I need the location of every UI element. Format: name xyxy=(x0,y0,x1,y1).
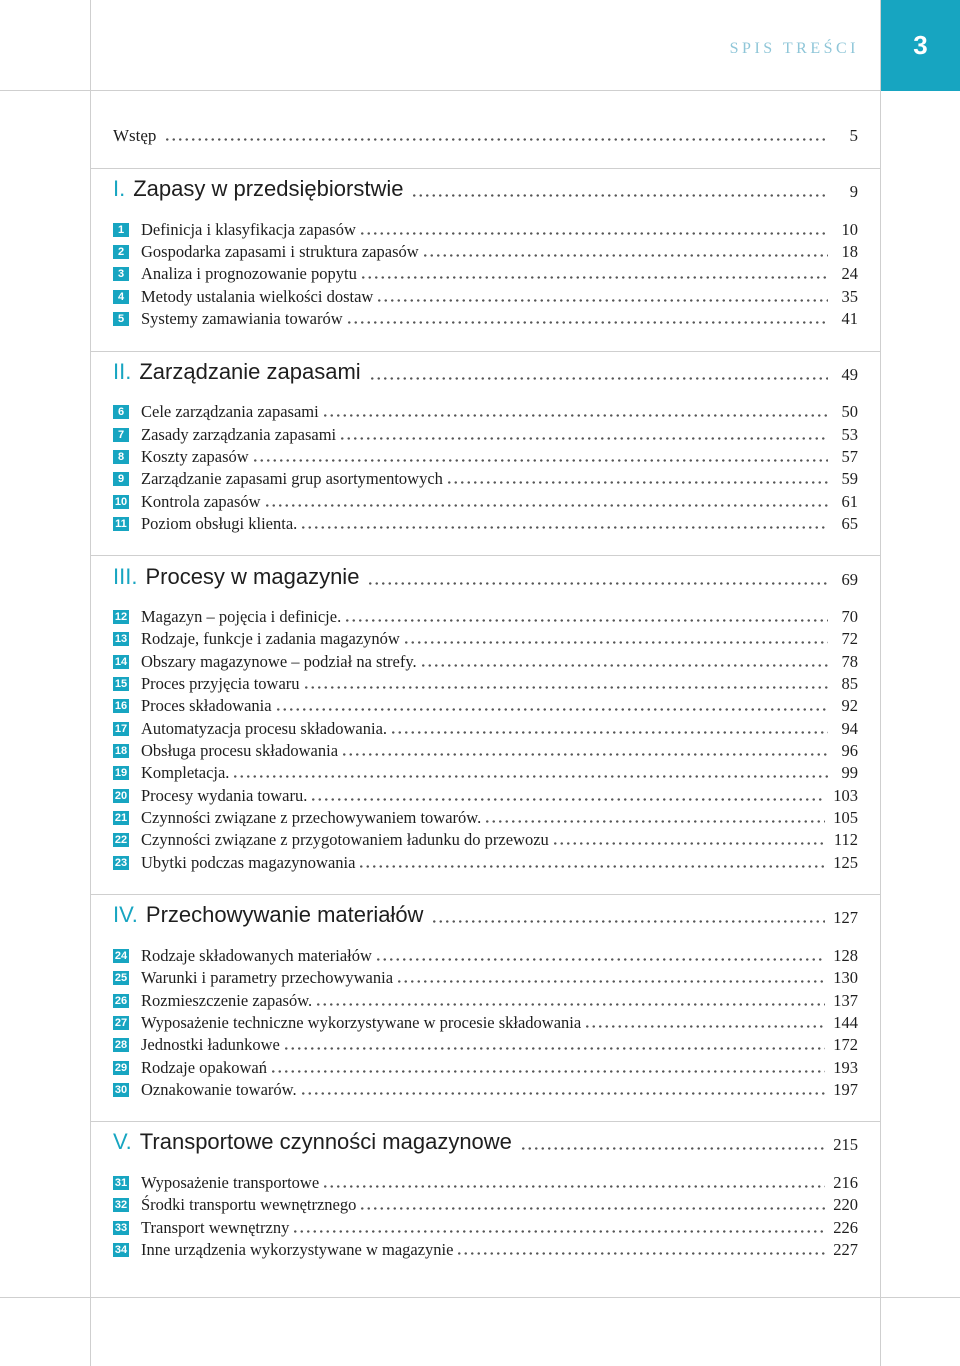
entry-page: 112 xyxy=(833,830,858,849)
leader-dots xyxy=(431,919,825,924)
entry-page: 99 xyxy=(841,763,858,782)
entry-page: 216 xyxy=(833,1173,858,1192)
entry-title: Zasady zarządzania zapasami xyxy=(141,425,337,444)
leader-dots xyxy=(446,480,828,485)
toc-entry[interactable] xyxy=(113,491,858,513)
leader-dots xyxy=(411,193,828,198)
leader-dots xyxy=(552,841,826,846)
toc-entry[interactable] xyxy=(113,1034,858,1056)
entry-number-badge: 5 xyxy=(113,312,129,326)
page-number: 3 xyxy=(913,30,928,60)
entry-page: 193 xyxy=(833,1058,858,1077)
entry-page: 85 xyxy=(841,674,858,693)
entry-page: 65 xyxy=(841,514,858,533)
chapter-title: Przechowywanie materiałów xyxy=(145,902,424,927)
chapter-heading[interactable] xyxy=(113,1125,858,1159)
leader-dots xyxy=(422,253,828,258)
entry-number-badge: 27 xyxy=(114,1017,128,1029)
leader-dots xyxy=(341,752,828,757)
entry-number-badge: 34 xyxy=(114,1244,128,1256)
entry-title: Automatyzacja procesu składowania. xyxy=(141,719,388,738)
section-divider xyxy=(91,351,880,352)
entry-number-badge: 9 xyxy=(113,472,129,486)
section-divider xyxy=(91,168,880,169)
entry-number-badge: 16 xyxy=(114,700,128,712)
leader-dots xyxy=(359,231,828,236)
chapter-title: Zapasy w przedsiębiorstwie xyxy=(133,176,404,201)
leader-dots xyxy=(270,1069,825,1074)
leader-dots xyxy=(264,503,828,508)
entry-page: 226 xyxy=(833,1218,858,1237)
toc-entry[interactable] xyxy=(113,401,858,423)
leader-dots xyxy=(275,707,828,712)
leader-dots xyxy=(232,774,828,779)
entry-number-badge: 3 xyxy=(113,267,129,281)
entry-title: Obsługa procesu składowania xyxy=(141,741,339,760)
entry-number-badge: 22 xyxy=(114,834,128,846)
chapter-page: 9 xyxy=(849,182,858,201)
leader-dots xyxy=(300,525,828,530)
entry-page: 57 xyxy=(841,447,858,466)
entry-number-badge: 28 xyxy=(114,1039,128,1051)
leader-dots xyxy=(322,1184,825,1189)
toc-entry[interactable] xyxy=(113,740,858,762)
chapter-page: 215 xyxy=(833,1135,858,1154)
entry-number-badge: 13 xyxy=(114,633,128,645)
leader-dots xyxy=(303,685,828,690)
entry-page: 130 xyxy=(833,968,858,987)
toc-entry[interactable] xyxy=(113,468,858,490)
entry-number-badge: 4 xyxy=(113,290,129,304)
entry-title: Oznakowanie towarów. xyxy=(141,1080,297,1099)
entry-number-badge: 18 xyxy=(114,745,128,757)
entry-number-badge: 32 xyxy=(114,1199,128,1211)
chapter-heading[interactable] xyxy=(113,560,858,594)
entry-title: Inne urządzenia wykorzystywane w magazynie xyxy=(141,1240,454,1259)
entry-page: 10 xyxy=(841,220,858,239)
entry-number-badge: 8 xyxy=(113,450,129,464)
running-header: SPIS TREŚCI xyxy=(729,40,859,57)
chapter-heading[interactable] xyxy=(113,355,858,389)
entry-title: Rodzaje, funkcje i zadania magazynów xyxy=(141,629,400,648)
toc-entry[interactable] xyxy=(113,628,858,650)
toc-entry[interactable] xyxy=(113,829,858,851)
leader-dots xyxy=(369,376,828,381)
toc-entry[interactable] xyxy=(113,945,858,967)
left-margin-line xyxy=(90,0,91,1366)
entry-page: 59 xyxy=(841,469,858,488)
entry-number-badge: 31 xyxy=(114,1177,128,1189)
entry-page: 24 xyxy=(841,264,858,283)
entry-number-badge: 11 xyxy=(113,517,129,531)
entry-title: Procesy wydania towaru. xyxy=(141,786,308,805)
leader-dots xyxy=(484,819,825,824)
entry-number-badge: 19 xyxy=(114,767,128,779)
entry-title: Proces przyjęcia towaru xyxy=(141,674,300,693)
entry-page: 92 xyxy=(841,696,858,715)
entry-number-badge: 21 xyxy=(114,812,128,824)
toc-entry[interactable] xyxy=(113,1194,858,1216)
entry-number-badge: 10 xyxy=(114,496,128,508)
leader-dots xyxy=(292,1229,825,1234)
entry-title: Koszty zapasów xyxy=(141,447,249,466)
leader-dots xyxy=(358,864,825,869)
leader-dots xyxy=(456,1251,825,1256)
toc-entry[interactable] xyxy=(113,1172,858,1194)
toc-entry[interactable] xyxy=(113,513,858,535)
entry-title: Cele zarządzania zapasami xyxy=(141,402,319,421)
entry-number-badge: 29 xyxy=(114,1062,128,1074)
leader-dots xyxy=(359,1206,825,1211)
entry-title: Środki transportu wewnętrznego xyxy=(141,1195,357,1214)
chapter-number: IV. xyxy=(113,902,138,927)
toc-entry[interactable] xyxy=(113,1012,858,1034)
entry-page: 137 xyxy=(833,991,858,1010)
entry-title: Analiza i prognozowanie popytu xyxy=(141,264,357,283)
toc-entry[interactable] xyxy=(113,606,858,628)
entry-title: Warunki i parametry przechowywania xyxy=(141,968,394,987)
toc-entry[interactable] xyxy=(113,1057,858,1079)
entry-title: Systemy zamawiania towarów xyxy=(141,309,343,328)
toc-entry[interactable] xyxy=(113,1239,858,1261)
entry-page: 125 xyxy=(833,853,858,872)
leader-dots xyxy=(376,298,828,303)
entry-page: 172 xyxy=(833,1035,858,1054)
entry-number-badge: 15 xyxy=(114,678,128,690)
leader-dots xyxy=(300,1091,826,1096)
leader-dots xyxy=(360,275,828,280)
leader-dots xyxy=(315,1002,825,1007)
entry-number-badge: 23 xyxy=(114,857,128,869)
chapter-page: 49 xyxy=(841,365,858,384)
entry-title: Proces składowania xyxy=(141,696,272,715)
toc-entry[interactable] xyxy=(113,852,858,874)
entry-title: Zarządzanie zapasami grup asortymentowych xyxy=(141,469,443,488)
entry-page: 96 xyxy=(841,741,858,760)
entry-title: Rodzaje składowanych materiałów xyxy=(141,946,372,965)
entry-number-badge: 14 xyxy=(114,656,128,668)
toc-entry[interactable] xyxy=(113,286,858,308)
toc-entry[interactable] xyxy=(113,785,858,807)
chapter-title: Procesy w magazynie xyxy=(145,564,360,589)
chapter-heading[interactable] xyxy=(113,172,858,206)
entry-title: Gospodarka zapasami i struktura zapasów xyxy=(141,242,419,261)
entry-page: 78 xyxy=(841,652,858,671)
entry-title: Rodzaje opakowań xyxy=(141,1058,267,1077)
toc-entry[interactable] xyxy=(113,990,858,1012)
toc-entry[interactable] xyxy=(113,1217,858,1239)
entry-title: Czynności związane z przechowywaniem towarów. xyxy=(141,808,482,827)
toc-entry[interactable] xyxy=(113,446,858,468)
section-divider xyxy=(91,555,880,556)
chapter-number: II. xyxy=(113,359,132,384)
entry-number-badge: 24 xyxy=(114,950,128,962)
leader-dots xyxy=(346,320,828,325)
toc-entry[interactable] xyxy=(113,424,858,446)
leader-dots xyxy=(420,663,828,668)
bottom-rule xyxy=(0,1297,960,1298)
entry-page: 227 xyxy=(833,1240,858,1259)
leader-dots xyxy=(375,957,825,962)
chapter-page: 127 xyxy=(833,908,858,927)
leader-dots xyxy=(322,413,828,418)
chapter-number: I. xyxy=(113,176,126,201)
chapter-number: III. xyxy=(113,564,138,589)
entry-title: Poziom obsługi klienta. xyxy=(141,514,298,533)
entry-title: Transport wewnętrzny xyxy=(141,1218,290,1237)
intro-title: Wstęp xyxy=(113,126,157,145)
toc-entry[interactable] xyxy=(113,762,858,784)
entry-title: Rozmieszczenie zapasów. xyxy=(141,991,313,1010)
toc-entry[interactable] xyxy=(113,308,858,330)
entry-page: 41 xyxy=(841,309,858,328)
entry-title: Obszary magazynowe – podział na strefy. xyxy=(141,652,417,671)
toc-entry[interactable] xyxy=(113,695,858,717)
toc-entry[interactable] xyxy=(113,651,858,673)
entry-page: 94 xyxy=(841,719,858,738)
entry-page: 53 xyxy=(841,425,858,444)
leader-dots xyxy=(520,1146,825,1151)
leader-dots xyxy=(310,797,825,802)
toc-entry[interactable] xyxy=(113,673,858,695)
toc-entry[interactable] xyxy=(113,718,858,740)
entry-number-badge: 1 xyxy=(113,223,129,237)
entry-page: 61 xyxy=(841,492,858,511)
leader-dots xyxy=(390,730,828,735)
entry-page: 197 xyxy=(833,1080,858,1099)
leader-dots xyxy=(584,1024,825,1029)
entry-title: Definicja i klasyfikacja zapasów xyxy=(141,220,356,239)
entry-title: Wyposażenie transportowe xyxy=(141,1173,320,1192)
toc-entry[interactable] xyxy=(113,807,858,829)
entry-page: 70 xyxy=(841,607,858,626)
leader-dots xyxy=(403,640,828,645)
entry-number-badge: 2 xyxy=(113,245,129,259)
chapter-page: 69 xyxy=(841,570,858,589)
leader-dots xyxy=(283,1046,825,1051)
entry-number-badge: 17 xyxy=(114,723,128,735)
entry-page: 50 xyxy=(841,402,858,421)
entry-number-badge: 12 xyxy=(114,611,128,623)
leader-dots xyxy=(367,581,828,586)
entry-page: 105 xyxy=(833,808,858,827)
entry-title: Jednostki ładunkowe xyxy=(141,1035,280,1054)
leader-dots xyxy=(339,436,828,441)
entry-title: Ubytki podczas magazynowania xyxy=(141,853,356,872)
chapter-number: V. xyxy=(113,1129,132,1154)
right-margin-line xyxy=(880,0,881,1366)
chapter-title: Zarządzanie zapasami xyxy=(139,359,361,384)
top-rule xyxy=(0,90,960,91)
toc-entry[interactable] xyxy=(113,219,858,241)
entry-page: 144 xyxy=(833,1013,858,1032)
entry-title: Magazyn – pojęcia i definicje. xyxy=(141,607,342,626)
chapter-title: Transportowe czynności magazynowe xyxy=(139,1129,512,1154)
entry-title: Kontrola zapasów xyxy=(141,492,261,511)
leader-dots xyxy=(164,137,828,142)
entry-number-badge: 20 xyxy=(114,790,128,802)
entry-number-badge: 33 xyxy=(114,1222,128,1234)
toc-entry[interactable] xyxy=(113,967,858,989)
entry-page: 128 xyxy=(833,946,858,965)
entry-page: 220 xyxy=(833,1195,858,1214)
entry-number-badge: 26 xyxy=(114,995,128,1007)
entry-number-badge: 7 xyxy=(113,428,129,442)
entry-page: 72 xyxy=(841,629,858,648)
intro-page: 5 xyxy=(849,126,858,145)
entry-number-badge: 6 xyxy=(113,405,129,419)
entry-page: 18 xyxy=(841,242,858,261)
leader-dots xyxy=(396,979,825,984)
section-divider xyxy=(91,1121,880,1122)
page-number-tab xyxy=(881,0,960,91)
entry-page: 35 xyxy=(841,287,858,306)
entry-page: 103 xyxy=(833,786,858,805)
entry-number-badge: 30 xyxy=(114,1084,128,1096)
entry-title: Kompletacja. xyxy=(141,763,230,782)
entry-title: Wyposażenie techniczne wykorzystywane w procesie składowania xyxy=(141,1013,582,1032)
section-divider xyxy=(91,894,880,895)
toc-entry[interactable] xyxy=(113,263,858,285)
toc-entry[interactable] xyxy=(113,241,858,263)
entry-title: Metody ustalania wielkości dostaw xyxy=(141,287,374,306)
entry-number-badge: 25 xyxy=(114,972,128,984)
leader-dots xyxy=(344,618,828,623)
entry-title: Czynności związane z przygotowaniem ładunku do przewozu xyxy=(141,830,549,849)
toc-intro[interactable] xyxy=(113,125,858,147)
toc-entry[interactable] xyxy=(113,1079,858,1101)
chapter-heading[interactable] xyxy=(113,898,858,932)
leader-dots xyxy=(252,458,828,463)
